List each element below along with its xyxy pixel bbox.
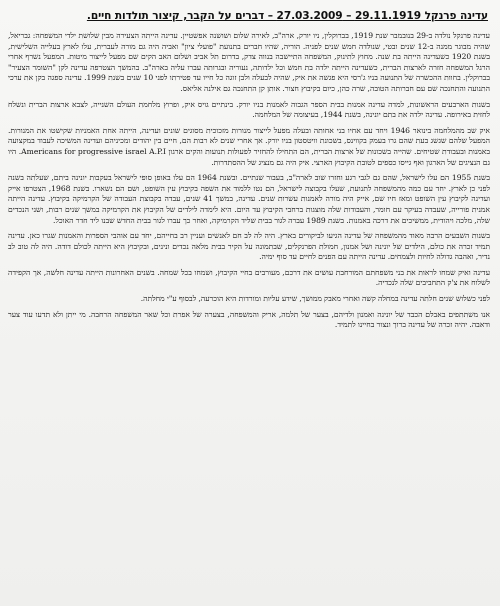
- document-title: עדינה פרנקל 29.11.1919 – 27.03.2009 – דברים על הקבר, קיצור תולדות חיים.: [86, 10, 488, 22]
- paragraph: לפני כשלוש שנים חלתה עדינה במחלה קשה ואחרי מאבק ממושך, שידע עליות ומורדות היא הוכרעה, לבסוף ע"י מחלתה.: [140, 294, 490, 304]
- paragraph: עדינה ואיק שמחו לראות את בני משפחתם המורחבת עושים את דרכם, מעורבים בחיי הקיבוץ, ושמחו בכל שמחה. בשנים האחרונות הייתה עדינה חלשה, אך הקפידה לשלוח את צ'ק התחביבים שלה לנכדיה.: [8, 267, 490, 288]
- paragraph: בשנת 1955 הם עלו לישראל, שהם גם לגבי רגע וחזרו שוב לארה"ב, בעבור שנתיים. ובשנת 1964 הם עלו באופן סופי לישראל בעקבות יונינה ביתם, שעלתה בשנה לפני כן לארץ. יחד עם כמה מהמשפחה לתנועת, שעלו בקבוצה לישראל, הם נטו ללמוד את השפה בקיבוץ עין השופט, ושם הם נשארו. בשנת 1968, הצטרפו אייק ועדינה לקיבוץ עין השופט ומאז חיו שם, אייק היה מורה לאמנות עשרות שנים. עדינה, במשך 41 שנים, עבדה בקבוצת העבודה של הקרמיקה בקיבוץ. עדינה הייתה אמנית פורייה, שעבדה בעיקר עם חומר, והעבודות שלה מוצגות ברחבי הקיבוץ עד היום. היא לימדה לילדים של הקיבוץ את הקרמיקה במשך שנים רבות, ושני הנכדים שלה, מלכה ויהודית, ממשיכים את דרכה באמנות. בשנת 1989 עברה לגור בבית שליד הקרמיקה, ואחר כך עברו לגור בבית החדש שבנו ליד חדר האוכל.: [8, 173, 491, 225]
- paragraph: איק שב מהמלחמה בינואר 1946 ויחד עם אחיו בני אחותה ובעלה מפעל לייצור מנורות מזכוכית מסוגים שונים ועדינה, הייתה אחת האמניות שקישטו את המנורות. המפעל שלהם שגשג בעת שהם גרו בעמק בקווינס, בשכונת וויטסטון בניו יורק. אך אחרי שנים לא רבות הם, חיים בין יהודים ומכיניהם ועדינה המשיכה לעבוד במקצועה באמנות ובעבודת שטיחים. שהייה בשכונות של ארצות הברית, הם התחילו להחזיר לפעולות תנועות והקים ארגון Americans for progressive israel A.P.I. היו גם הנציגים של הארגון ואף גייסו כספים לטובת הקיבוץ הארצי. איק היה גם מנציג של ההסתדרות.: [8, 125, 490, 167]
- paragraph: אנו משתתפים באבלם הכבד של יונינה ואמנון ולדיהם, בצער של תלמה, אריק והמשפחה, בצערה של אפרת וכל שאר המשפחה הרחבה. מי ייתן ולא תדעו עוד צער ודאבה. יהיה זכרה של עדינה ברוך ונצור בחיינו לתמיד.: [8, 309, 490, 330]
- paragraph: בשנות השבעים הרבה מאוד מהמשפחה של עדינה הגיעו לביקורים בארץ. היה לה לב חם לאנשים ועניין רב בחייהם, יחד עם אוהבי הספרות והאמנות שגרו כאן. עדינה תמיד זכרה את כולם, הילדים של יונינה ושל אמנון, חמולת הפרנקלים, שבתמונה על הקיר בבית מלאה נכדים ונינים, ובקיבוץ היא הייתה לכולם דודה. היה לה טוב לב נדיר, ואהבה גדולה לחיות ולצמחים. עדינה הייתה עם הפנים לחיים עד סוף ימיה.: [8, 231, 490, 262]
- paragraph: בשנות הארבעים הראשונות, למדה עדינה אמנות בבית הספר הגבוה לאמנות בניו יורק. בינתיים גויס איק, ופרוץ מלחמת העולם השנייה, לצבא ארצות הברית ונשלח לחזית באירופה. עדינה ילדה את בתם יונינה, בשנת 1944, בעיצומה של המלחמה.: [8, 99, 490, 120]
- document-body: [8, 31, 490, 331]
- paragraph: עדינה פרנקל נולדה ב-29 בנובמבר שנת 1919, בברוקלין, ניו יורק, ארה"ב, לאירה שלום ושושנה אפשטיין. עדינה הייתה הצעירה מבין שלושת ילדי המשפחה: גבריאל, שהיה מבוגר ממנה ב-12 שנים ובטי, שנולדה חמש שנים לפניה. הוריה, שהיו חברים בתנועת "פועלי ציון" ואביה היה גם מורה לעברית, עלו לארץ בעלייה השלישית, בשנת 1920 כשעדינה הייתה בת שנה. מחוץ לתינוק, המשפחה התיישבה בנווה צדק, בדרום תל אביב ושלום האב הקים שם מפעל לייצור מיטות. המפעל נשרף אחרי הרגל המשפחה חזרה לארצות הברית, כשעדינה הייתה ילדה בת חמש וכל ילדותה, נעוריה ובגרותה עברו עליה בארה"ב. בהמשך הצטרפה עדינה לקן "השומר הצעיר" בברוקלין. בחוות ההכשרה של התנועה בניו ג'רסי היא פגשה את איק, שהיה לבעלה ולבן זוגה כל חייו עד פטירתו לפני 10 שנים בשנת 1999. עדינה ספגה בקן את ערכי התנועה והתחנכה שם עם חברותה הטובה, שרה כהן, כיום בקיבוץ חצור. אותן קן התחנכה גם אילנה אליאס.: [8, 31, 490, 93]
